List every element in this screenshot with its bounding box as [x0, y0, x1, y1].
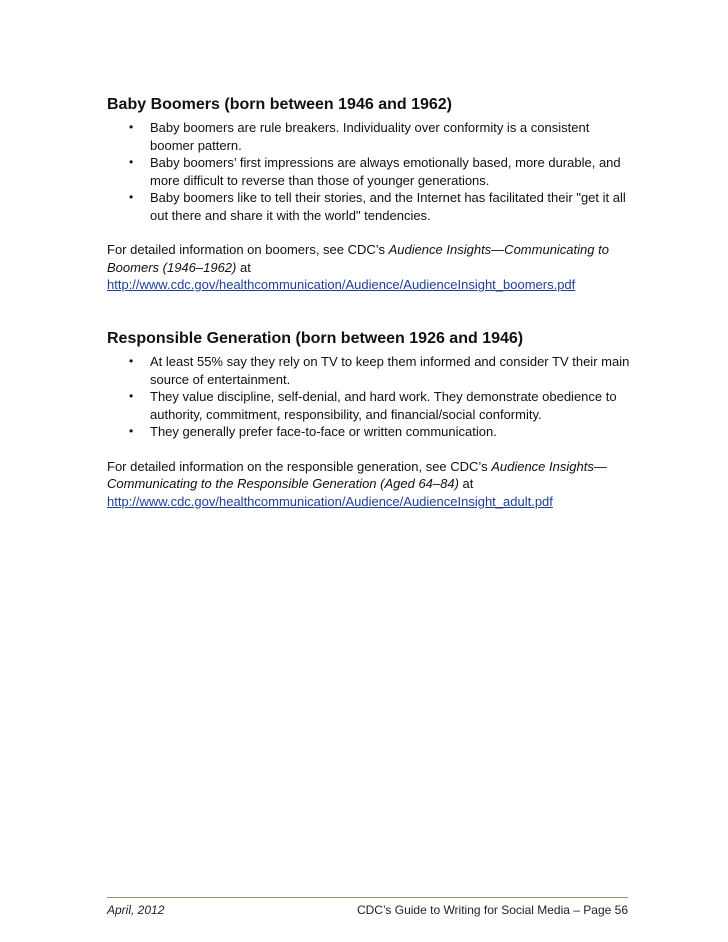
list-item — [107, 119, 631, 154]
reference-title: Audience Insights—Communicating to Boomers (1946–1962) — [107, 242, 609, 275]
footer-divider — [107, 897, 628, 898]
footer-page-label: CDC’s Guide to Writing for Social Media – Page 56 — [356, 903, 628, 917]
list-item-text: At least 55% say they rely on TV to keep them informed and consider TV their main source of entertainment. — [150, 354, 630, 387]
bullet-list — [107, 119, 631, 224]
list-item — [107, 189, 631, 224]
section-heading: Responsible Generation (born between 1926 and 1946) — [107, 330, 524, 347]
reference-at: at — [236, 259, 251, 275]
list-item — [107, 154, 631, 189]
list-item-text: Baby boomers like to tell their stories, and the Internet has facilitated their "get it all out there and share it with the world" tendencies. — [150, 190, 626, 223]
bullet-icon: • — [129, 424, 134, 438]
bullet-icon: • — [129, 155, 134, 169]
reference-paragraph — [107, 241, 631, 294]
section-baby-boomers — [107, 95, 631, 294]
bullet-icon: • — [129, 354, 134, 368]
bullet-icon: • — [129, 120, 134, 134]
list-item-text: They value discipline, self-denial, and hard work. They demonstrate obedience to authority, commitment, responsibility, and financial/social conformity. — [150, 389, 617, 422]
section-responsible-generation — [107, 329, 631, 510]
boomers-insight-link[interactable]: http://www.cdc.gov/healthcommunication/Audience/AudienceInsight_boomers.pdf — [107, 277, 576, 292]
list-item-text: They generally prefer face-to-face or written communication. — [150, 424, 497, 439]
list-item — [107, 388, 631, 423]
list-item — [107, 423, 631, 441]
reference-title: Audience Insights—Communicating to the Responsible Generation (Aged 64–84) — [107, 458, 607, 491]
reference-prefix: For detailed information on the responsible generation, see CDC’s — [107, 458, 492, 474]
bullet-icon: • — [129, 389, 134, 403]
list-item-text: Baby boomers are rule breakers. Individuality over conformity is a consistent boomer pattern. — [150, 120, 590, 153]
bullet-icon: • — [129, 190, 134, 204]
bullet-list — [107, 353, 631, 441]
list-item — [107, 353, 631, 388]
responsible-insight-link[interactable]: http://www.cdc.gov/healthcommunication/Audience/AudienceInsight_adult.pdf — [107, 493, 553, 509]
reference-at: at — [458, 476, 474, 491]
reference-paragraph — [107, 458, 631, 511]
section-heading: Baby Boomers (born between 1946 and 1962) — [107, 96, 452, 113]
footer-date: April, 2012 — [107, 903, 165, 917]
reference-prefix: For detailed information on boomers, see CDC’s — [107, 242, 389, 257]
list-item-text: Baby boomers’ first impressions are always emotionally based, more durable, and more difficult to reverse than those of younger generations. — [150, 155, 621, 188]
